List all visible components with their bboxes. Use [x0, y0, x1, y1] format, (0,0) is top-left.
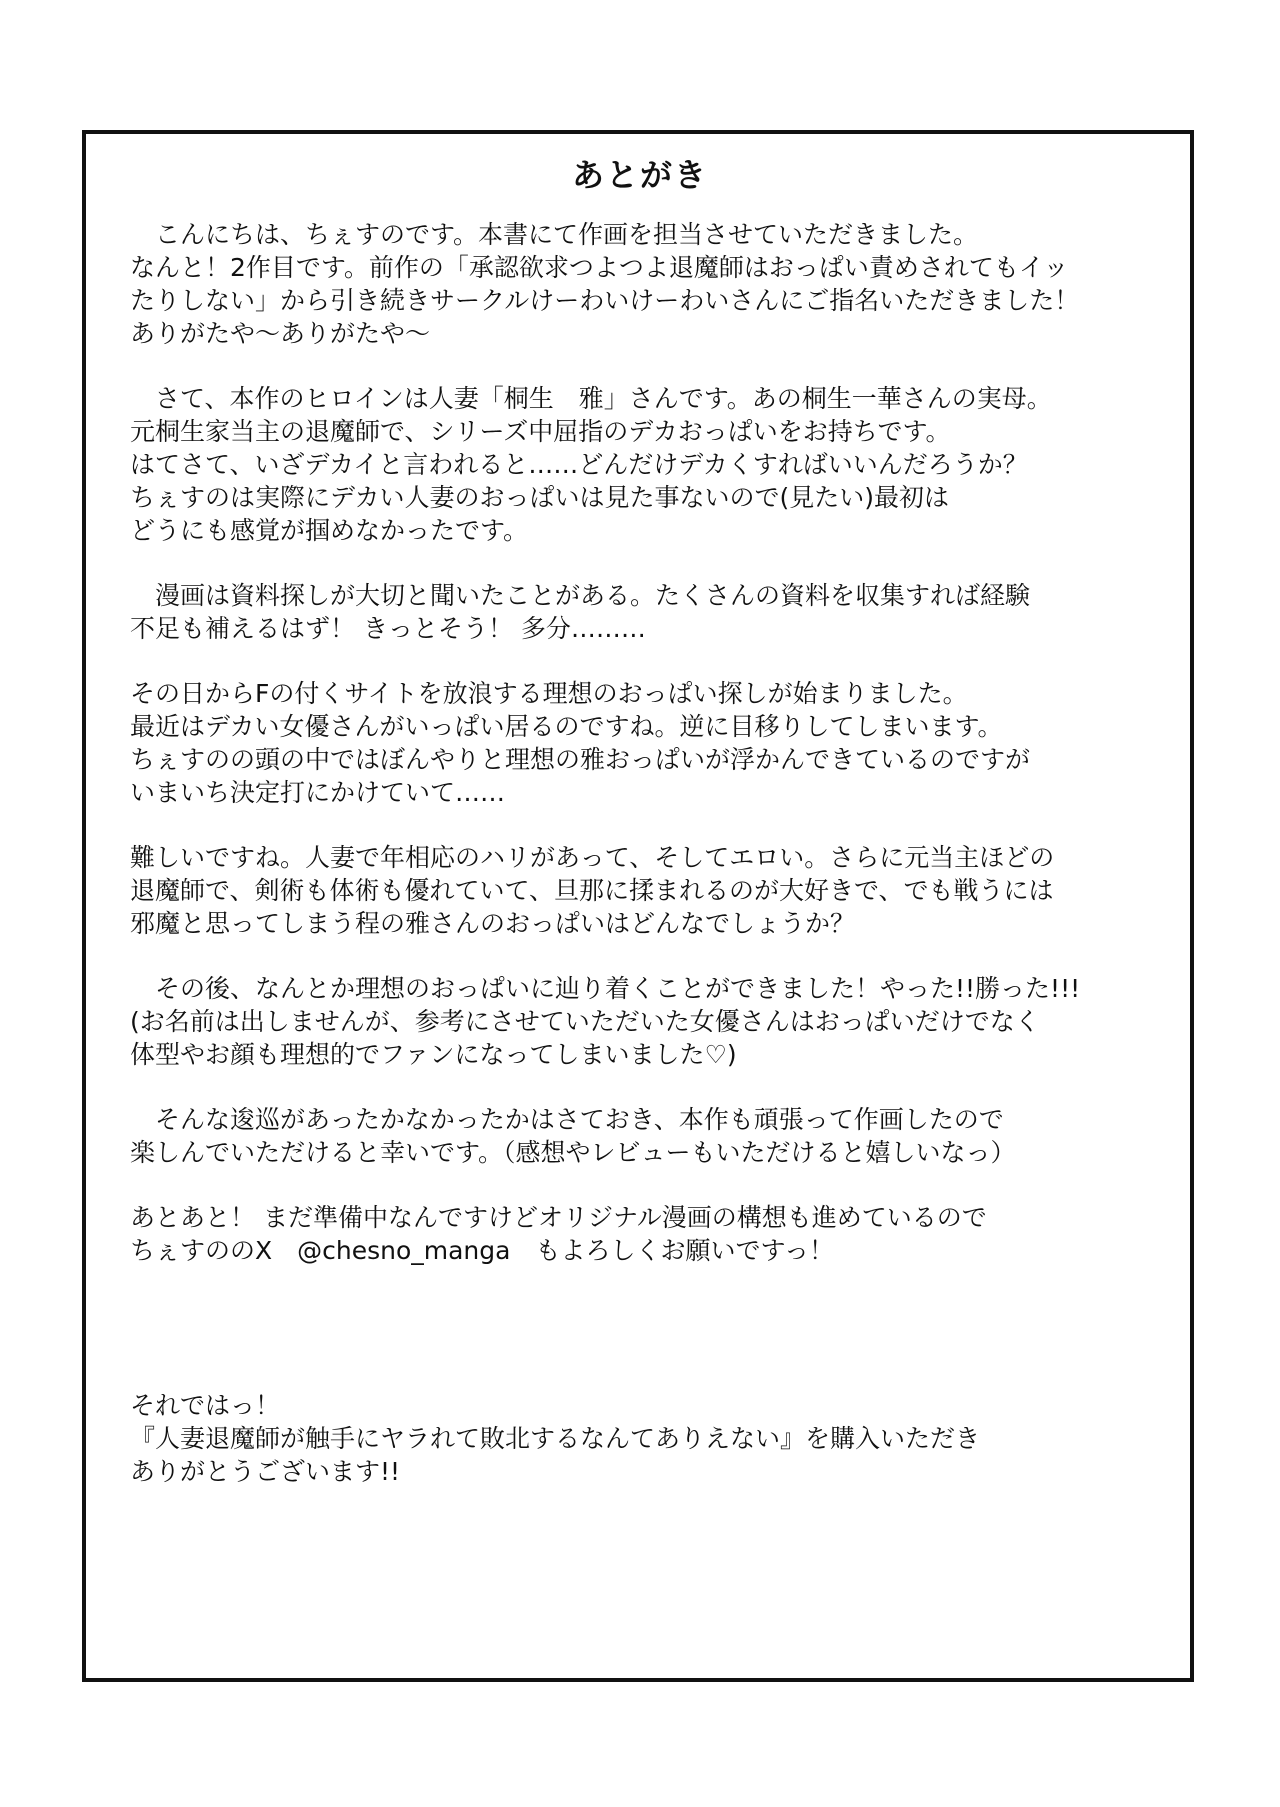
text-line: そんな逡巡があったかなかったかはさておき、本作も頑張って作画したので [130, 1105, 1004, 1134]
paragraph-research [130, 579, 1170, 645]
text-line: 楽しんでいただけると幸いです。（感想やレビューもいただけると嬉しいなっ） [130, 1138, 1016, 1167]
text-line: 難しいですね。人妻で年相応のハリがあって、そしてエロい。さらに元当主ほどの [130, 843, 1055, 872]
paragraph-enjoy [130, 1103, 1170, 1169]
text-line: 元桐生家当主の退魔師で、シリーズ中屈指のデカおっぱいをお持ちです。 [130, 417, 951, 446]
paragraph-closing [130, 1389, 1170, 1488]
text-line: ちぇすののX @chesno_manga もよろしくお願いですっ！ [130, 1236, 834, 1265]
text-line: ありがとうございます!! [130, 1457, 401, 1486]
text-line: ちぇすのの頭の中ではぼんやりと理想の雅おっぱいが浮かんできているのですが [130, 745, 1031, 774]
text-line: 『人妻退魔師が触手にヤラれて敗北するなんてありえない』を購入いただき [130, 1424, 981, 1453]
afterword-body [130, 218, 1170, 1520]
page-title: あとがき [571, 156, 708, 194]
blank-space [130, 1299, 1170, 1389]
paragraph-heroine [130, 382, 1170, 547]
paragraph-difficulty [130, 841, 1170, 940]
text-line: さて、本作のヒロインは人妻「桐生 雅」さんです。あの桐生一華さんの実母。 [130, 384, 1052, 413]
text-line: こんにちは、ちぇすのです。本書にて作画を担当させていただきました。 [130, 220, 979, 249]
text-line: あとあと！ まだ準備中なんですけどオリジナル漫画の構想も進めているので [130, 1203, 987, 1232]
text-line: 漫画は資料探しが大切と聞いたことがある。たくさんの資料を収集すれば経験 [130, 581, 1031, 610]
paragraph-original-manga [130, 1201, 1170, 1267]
text-line: ありがたや～ありがたや～ [130, 319, 431, 348]
text-line: はてさて、いざデカイと言われると……どんだけデカくすればいいんだろうか？ [130, 450, 1028, 479]
paragraph-greeting [130, 218, 1170, 350]
text-line: それではっ！ [130, 1391, 281, 1420]
text-line: たりしない」から引き続きサークルけーわいけーわいさんにご指名いただきました！ [130, 286, 1080, 315]
text-line: なんと！2作目です。前作の「承認欲求つよつよ退魔師はおっぱい責めされてもイッ [130, 253, 1069, 282]
text-line: いまいち決定打にかけていて…… [130, 778, 506, 807]
text-line: 体型やお顔も理想的でファンになってしまいました♡) [130, 1040, 737, 1069]
paragraph-success [130, 972, 1170, 1071]
text-line: その日からFの付くサイトを放浪する理想のおっぱい探しが始まりました。 [130, 679, 968, 708]
text-line: 最近はデカい女優さんがいっぱい居るのですね。逆に目移りしてしまいます。 [130, 712, 1003, 741]
text-line: その後、なんとか理想のおっぱいに辿り着くことができました！やった!!勝った!!! [130, 974, 1081, 1003]
text-line: どうにも感覚が掴めなかったです。 [130, 516, 529, 545]
text-line: (お名前は出しませんが、参考にさせていただいた女優さんはおっぱいだけでなく [130, 1007, 1040, 1036]
text-line: 退魔師で、剣術も体術も優れていて、旦那に揉まれるのが大好きで、でも戦うには [130, 876, 1054, 905]
text-line: 不足も補えるはず！ きっとそう！ 多分……… [130, 614, 646, 643]
text-line: ちぇすのは実際にデカい人妻のおっぱいは見た事ないので(見たい)最初は [130, 483, 950, 512]
text-line: 邪魔と思ってしまう程の雅さんのおっぱいはどんなでしょうか？ [130, 909, 856, 938]
paragraph-search [130, 677, 1170, 809]
